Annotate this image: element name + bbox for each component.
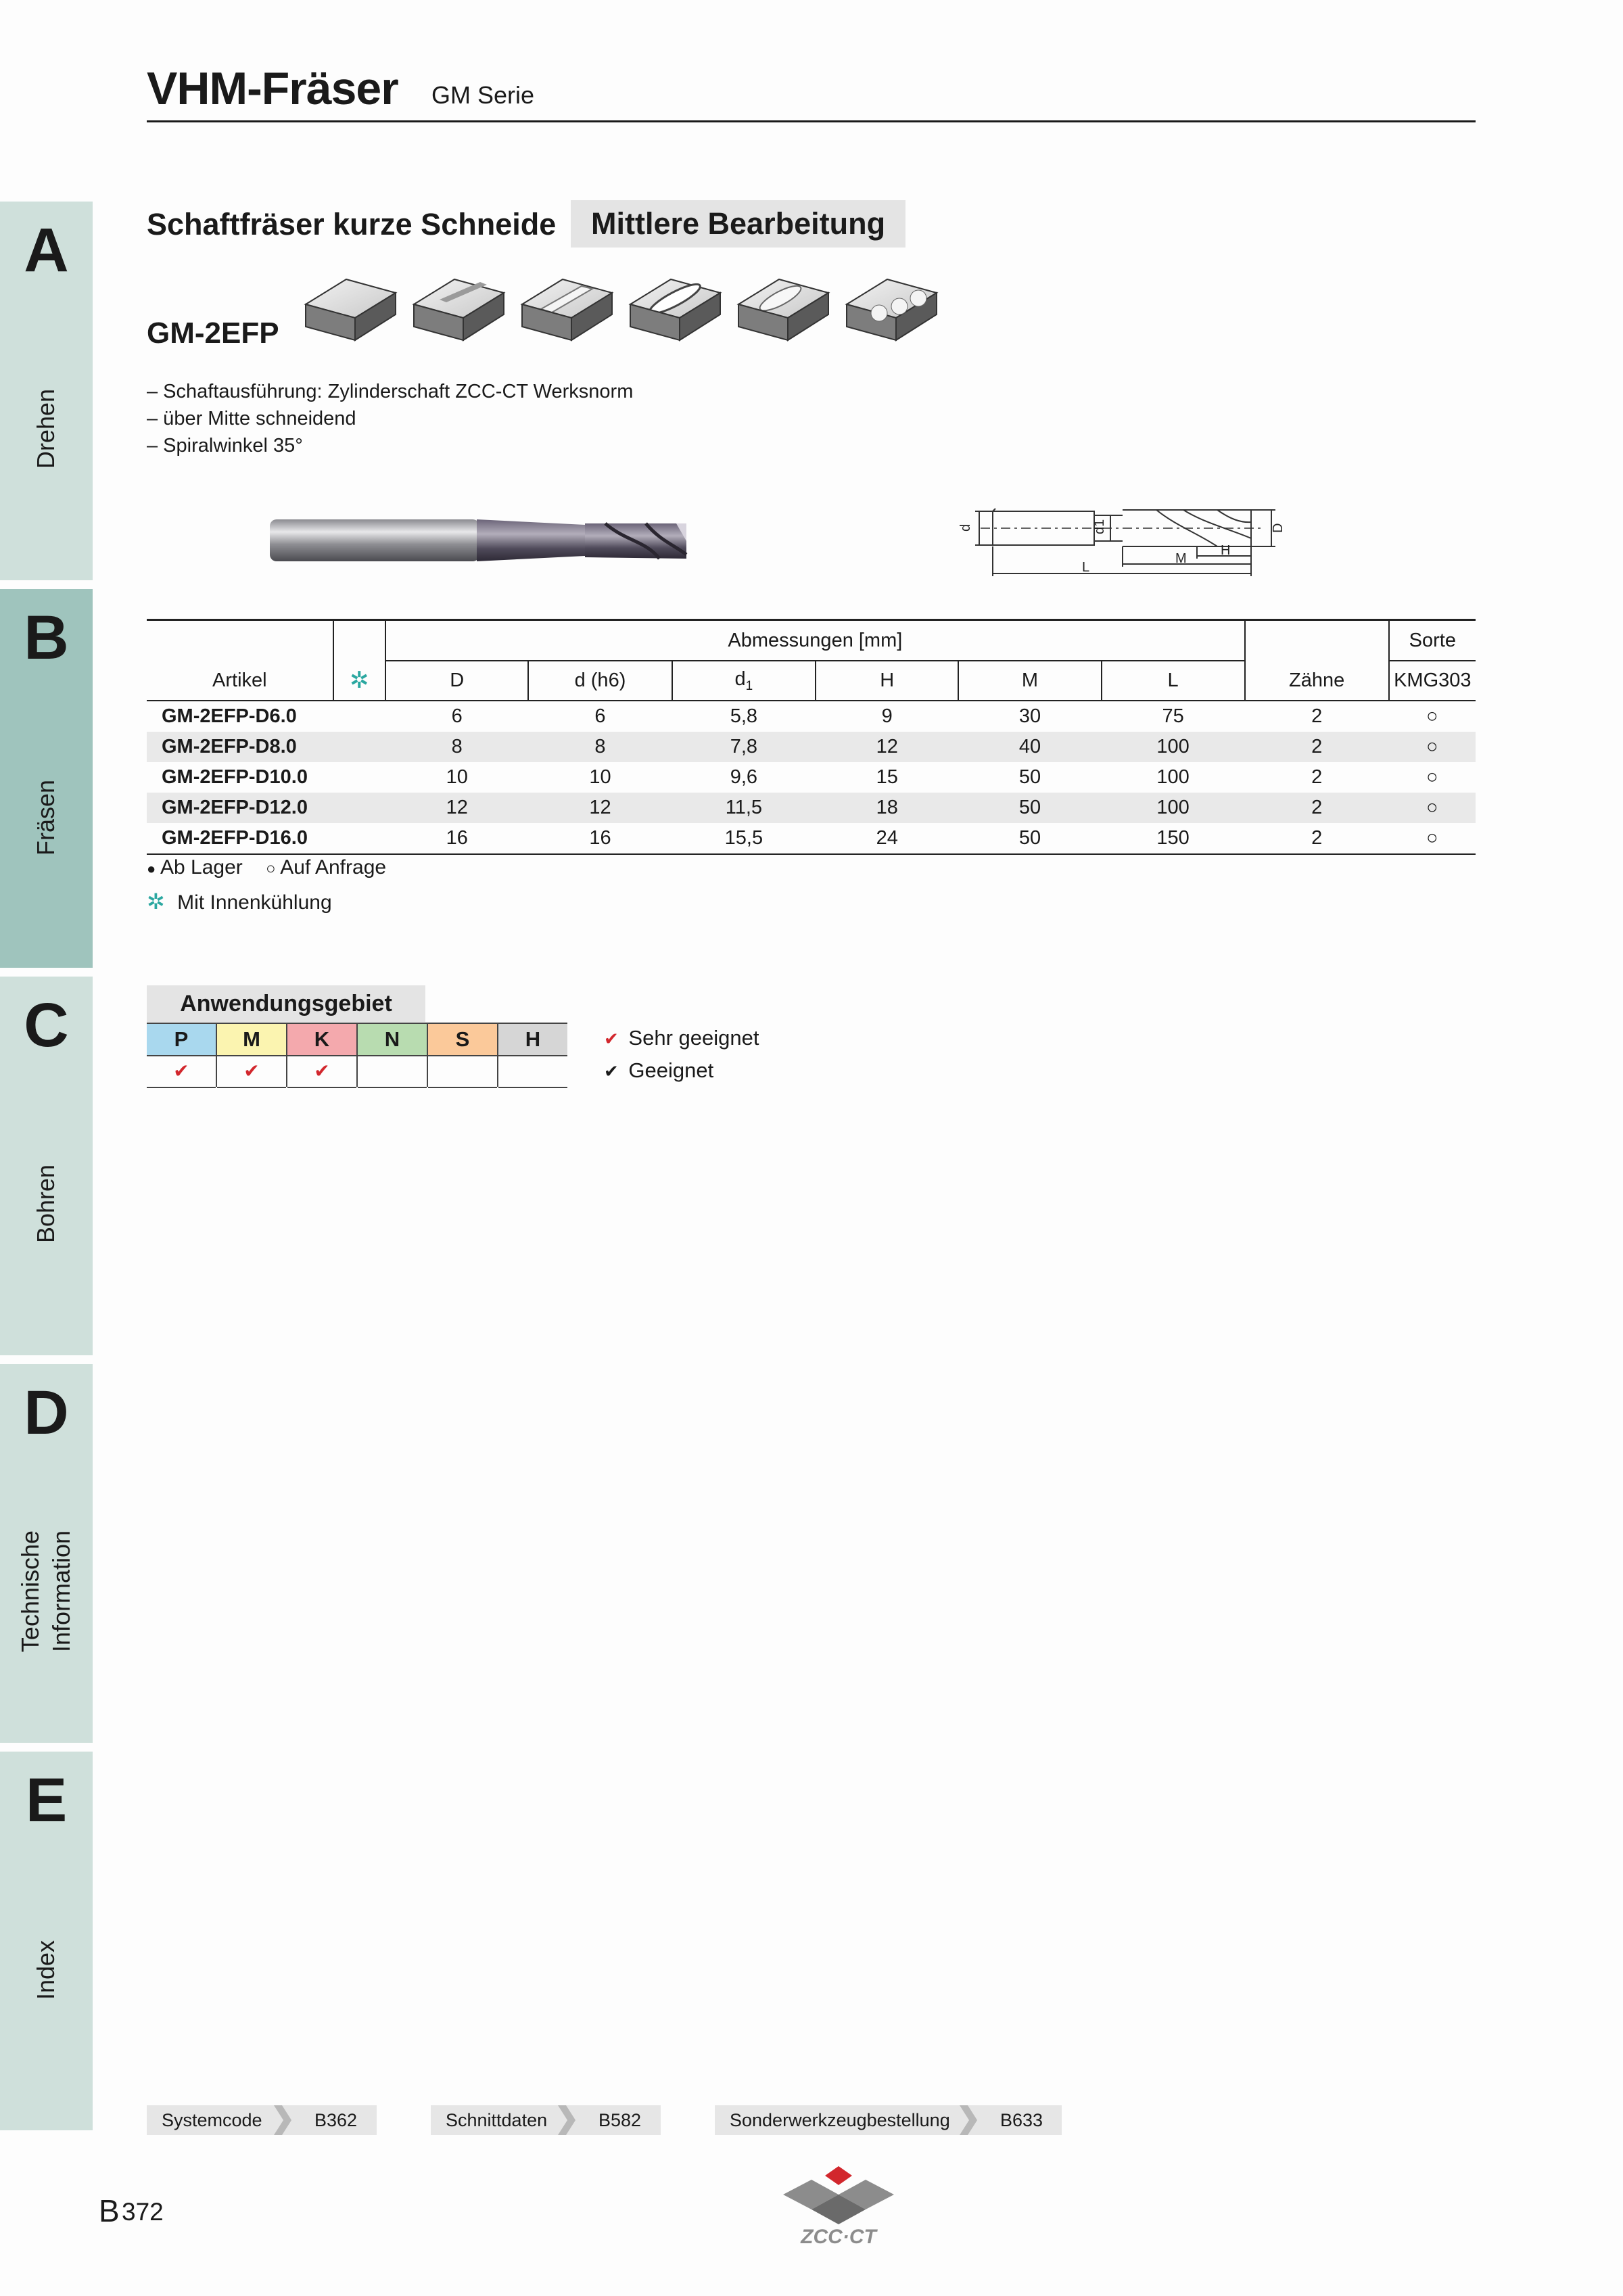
artikel-header: Artikel [147,661,333,701]
ref-label: Systemcode [162,2110,262,2130]
table-row: GM-2EFP-D16.0 16 16 15,5 24 50 150 2 ○ [147,823,1476,854]
tab-letter: D [24,1378,69,1447]
request-icon: ○ [266,860,276,878]
suitability-K: ✔ [287,1055,356,1088]
application-title: Anwendungsgebiet [147,985,425,1022]
chevron-right-icon [557,2105,577,2135]
ref-page: B582 [598,2110,642,2130]
suitability-N [358,1055,427,1088]
tool-shank [270,519,479,561]
legend-very-suitable: ✔ Sehr geeignet [604,1026,759,1050]
spec-table [147,619,1476,855]
article-code: GM-2EFP [147,317,279,350]
ref-sonderwerkzeugbestellung[interactable] [715,2105,1062,2135]
tab-index[interactable] [0,1752,93,2130]
col-header: $d_1$ [672,661,816,701]
zaehne-header: Zähne [1245,661,1389,701]
suitability-P: ✔ [147,1055,216,1088]
section-title: Schaftfräser kurze Schneide [147,207,557,241]
tab-letter: A [24,216,69,285]
ref-systemcode[interactable] [147,2105,377,2135]
col-header: H [816,661,958,701]
material-K: K [287,1023,356,1056]
dim-D-label: D [1271,523,1286,533]
shape-plain-block-icon [306,279,396,340]
dim-M-label: M [1175,551,1187,566]
page-subtitle: GM Serie [431,81,535,109]
chevron-right-icon [958,2105,979,2135]
tool-neck [477,519,585,561]
feature-line: – Schaftausführung: Zylinderschaft ZCC-CT Werksnorm [147,381,634,402]
application-shapes [304,274,947,348]
shape-drilling-block-icon [847,279,937,340]
coolant-icon: ✲ [333,661,385,701]
page-title: VHM-Fräser [147,63,398,114]
header-rule [147,120,1476,122]
legend-stock: ● Ab Lager ○ Auf Anfrage [147,856,387,878]
tab-label: Drehen [32,388,60,469]
tab-letter: E [25,1766,68,1835]
legend-suitable: ✔ Geeignet [604,1058,714,1082]
col-header: d (h6) [528,661,672,701]
shape-pocket-block-icon [630,279,720,340]
sorte-grade-header: KMG303 [1389,661,1476,701]
stock-icon: ● [147,860,156,877]
ref-page: B362 [314,2110,358,2130]
table-row: GM-2EFP-D12.0 12 12 11,5 18 50 100 2 ○ [147,793,1476,823]
dim-L-label: L [1082,560,1090,575]
tab-fraesen[interactable] [0,589,93,968]
tab-technische-information[interactable] [0,1364,93,1743]
table-row: GM-2EFP-D10.0 10 10 9,6 15 50 100 2 ○ [162,766,1438,788]
tab-label: Index [32,1940,60,2000]
col-header: D [385,661,528,701]
material-P: P [147,1023,216,1056]
dim-H-label: H [1221,543,1231,558]
legend-coolant: ✲ Mit Innenkühlung [147,889,332,914]
col-header: M [958,661,1101,701]
page-number: 372 [122,2198,164,2226]
logo-text: ZCC·CT [801,2226,876,2248]
tab-label: Bohren [32,1164,60,1244]
suitability-M: ✔ [217,1055,286,1088]
material-S: S [428,1023,497,1056]
tab-label: Fräsen [32,779,60,856]
shape-step-block-icon [414,279,504,340]
tab-bohren[interactable] [0,977,93,1355]
check-red-icon: ✔ [604,1029,619,1049]
table-row: GM-2EFP-D6.0 6 6 5,8 9 30 75 2 ○ [162,705,1438,727]
tool-image [267,514,693,568]
page-section-letter: B [99,2193,120,2228]
sorte-header: Sorte [1389,620,1476,661]
ref-label: Schnittdaten [446,2110,548,2130]
shape-slot-block-icon [522,279,612,340]
suitability-S [428,1055,497,1088]
dim-d1-label: d1 [1092,519,1107,534]
shape-open-pocket-block-icon [738,279,828,340]
material-N: N [358,1023,427,1056]
suitability-H [498,1055,567,1088]
table-row: GM-2EFP-D8.0 8 8 7,8 12 40 100 2 ○ [147,732,1476,762]
material-H: H [498,1023,567,1056]
ref-schnittdaten[interactable] [431,2105,661,2135]
chevron-right-icon [273,2105,293,2135]
feature-line: – über Mitte schneidend [147,408,356,429]
col-header: L [1102,661,1245,701]
ref-page: B633 [1000,2110,1043,2130]
ref-label: Sonderwerkzeugbestellung [730,2110,950,2130]
tab-drehen[interactable] [0,202,93,580]
tab-letter: B [24,603,69,672]
feature-line: – Spiralwinkel 35° [147,435,303,456]
tab-label: Technische Information [16,1530,75,1653]
dimensions-group-header: Abmessungen [mm] [385,620,1245,661]
tab-letter: C [24,991,69,1060]
zcc-ct-logo [778,2161,899,2249]
technical-drawing [960,492,1298,580]
material-M: M [217,1023,286,1056]
coolant-icon: ✲ [147,889,165,914]
dim-d-label: d [958,523,973,532]
check-black-icon: ✔ [604,1061,619,1081]
section-badge: Mittlere Bearbeitung [571,200,905,248]
